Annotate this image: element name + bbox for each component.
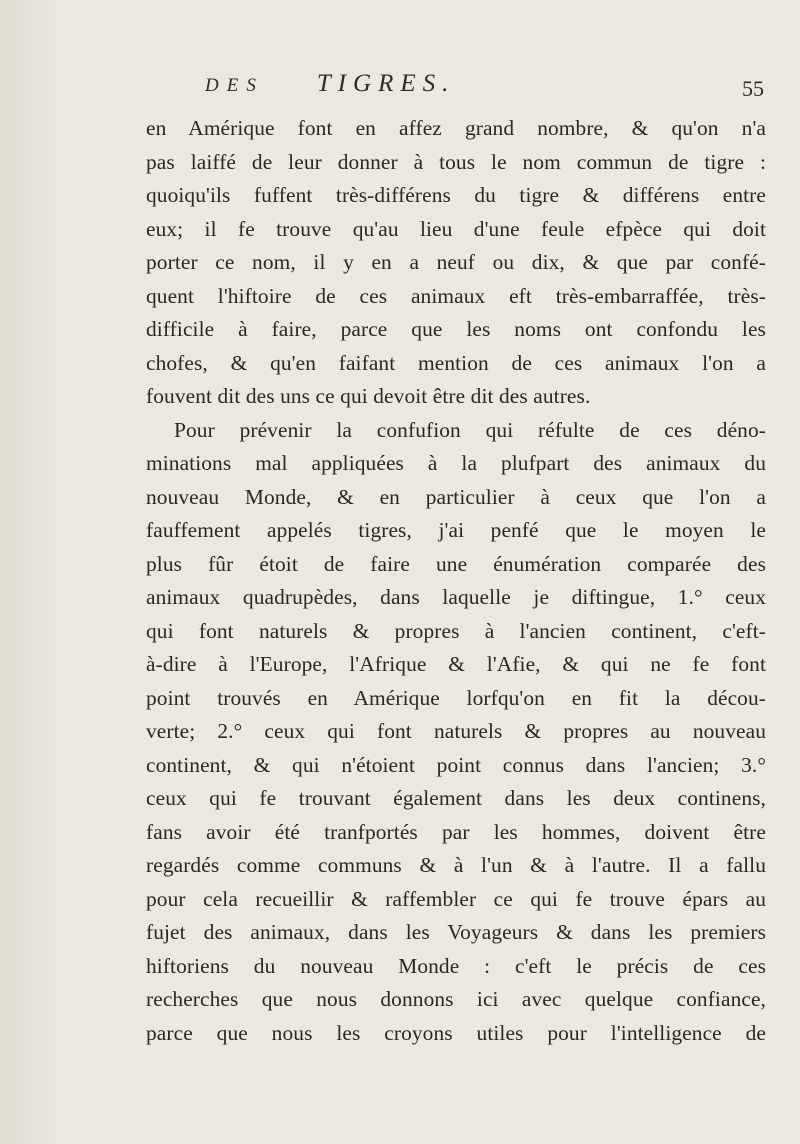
text-line: parce que nous les croyons utiles pour l'intelligence de xyxy=(146,1020,766,1045)
text-line: ceux qui fe trouvant également dans les deux continens, xyxy=(146,786,766,810)
body-text xyxy=(146,112,766,1050)
text-line: recherches que nous donnons ici avec quelque confiance, xyxy=(146,987,766,1011)
running-head xyxy=(205,70,455,98)
text-line: point trouvés en Amérique lorfqu'on en fit la décou- xyxy=(146,685,766,710)
page-number: 55 xyxy=(742,76,764,101)
running-head-second-word: TIGRES. xyxy=(316,70,456,97)
text-line: quent l'hiftoire de ces animaux eft très-embarraffée, très- xyxy=(146,283,766,308)
text-line: à-dire à l'Europe, l'Afrique & l'Afie, & qui ne fe font xyxy=(146,652,766,676)
text-line: regardés comme communs & à l'un & à l'autre. Il a fallu xyxy=(146,853,766,877)
text-line: verte; 2.° ceux qui font naturels & propres au nouveau xyxy=(146,719,766,743)
running-head-first-word: DES xyxy=(205,75,264,96)
text-line: fouvent dit des uns ce qui devoit être dit des autres. xyxy=(146,384,591,408)
text-line: fujet des animaux, dans les Voyageurs & dans les premiers xyxy=(146,920,766,944)
text-line: hiftoriens du nouveau Monde : c'eft le précis de ces xyxy=(146,953,766,978)
text-line: animaux quadrupèdes, dans laquelle je diftingue, 1.° ceux xyxy=(146,585,766,609)
text-line: porter ce nom, il y en a neuf ou dix, & que par confé- xyxy=(146,250,766,274)
text-line: eux; il fe trouve qu'au lieu d'une feule efpèce qui doit xyxy=(146,216,766,241)
text-line: difficile à faire, parce que les noms ont confondu les xyxy=(146,317,766,341)
text-line: continent, & qui n'étoient point connus dans l'ancien; 3.° xyxy=(146,752,766,777)
text-line: qui font naturels & propres à l'ancien continent, c'eft- xyxy=(146,618,766,643)
text-line: chofes, & qu'en faifant mention de ces animaux l'on a xyxy=(146,350,766,375)
text-line: pas laiffé de leur donner à tous le nom commun de tigre : xyxy=(146,149,766,174)
text-line: plus fûr étoit de faire une énumération comparée des xyxy=(146,551,766,576)
text-line: en Amérique font en affez grand nombre, & qu'on n'a xyxy=(146,116,766,140)
page-gutter-shadow xyxy=(0,0,60,1144)
text-line: fans avoir été tranfportés par les hommes, doivent être xyxy=(146,819,766,844)
text-line: pour cela recueillir & raffembler ce qui fe trouve épars au xyxy=(146,886,766,911)
text-line: Pour prévenir la confufion qui réfulte de ces déno- xyxy=(174,417,766,442)
text-line: minations mal appliquées à la plufpart des animaux du xyxy=(146,451,766,475)
text-line: fauffement appelés tigres, j'ai penfé que le moyen le xyxy=(146,518,766,542)
text-line: nouveau Monde, & en particulier à ceux que l'on a xyxy=(146,484,766,509)
text-line: quoiqu'ils fuffent très-différens du tigre & différens entre xyxy=(146,183,766,207)
